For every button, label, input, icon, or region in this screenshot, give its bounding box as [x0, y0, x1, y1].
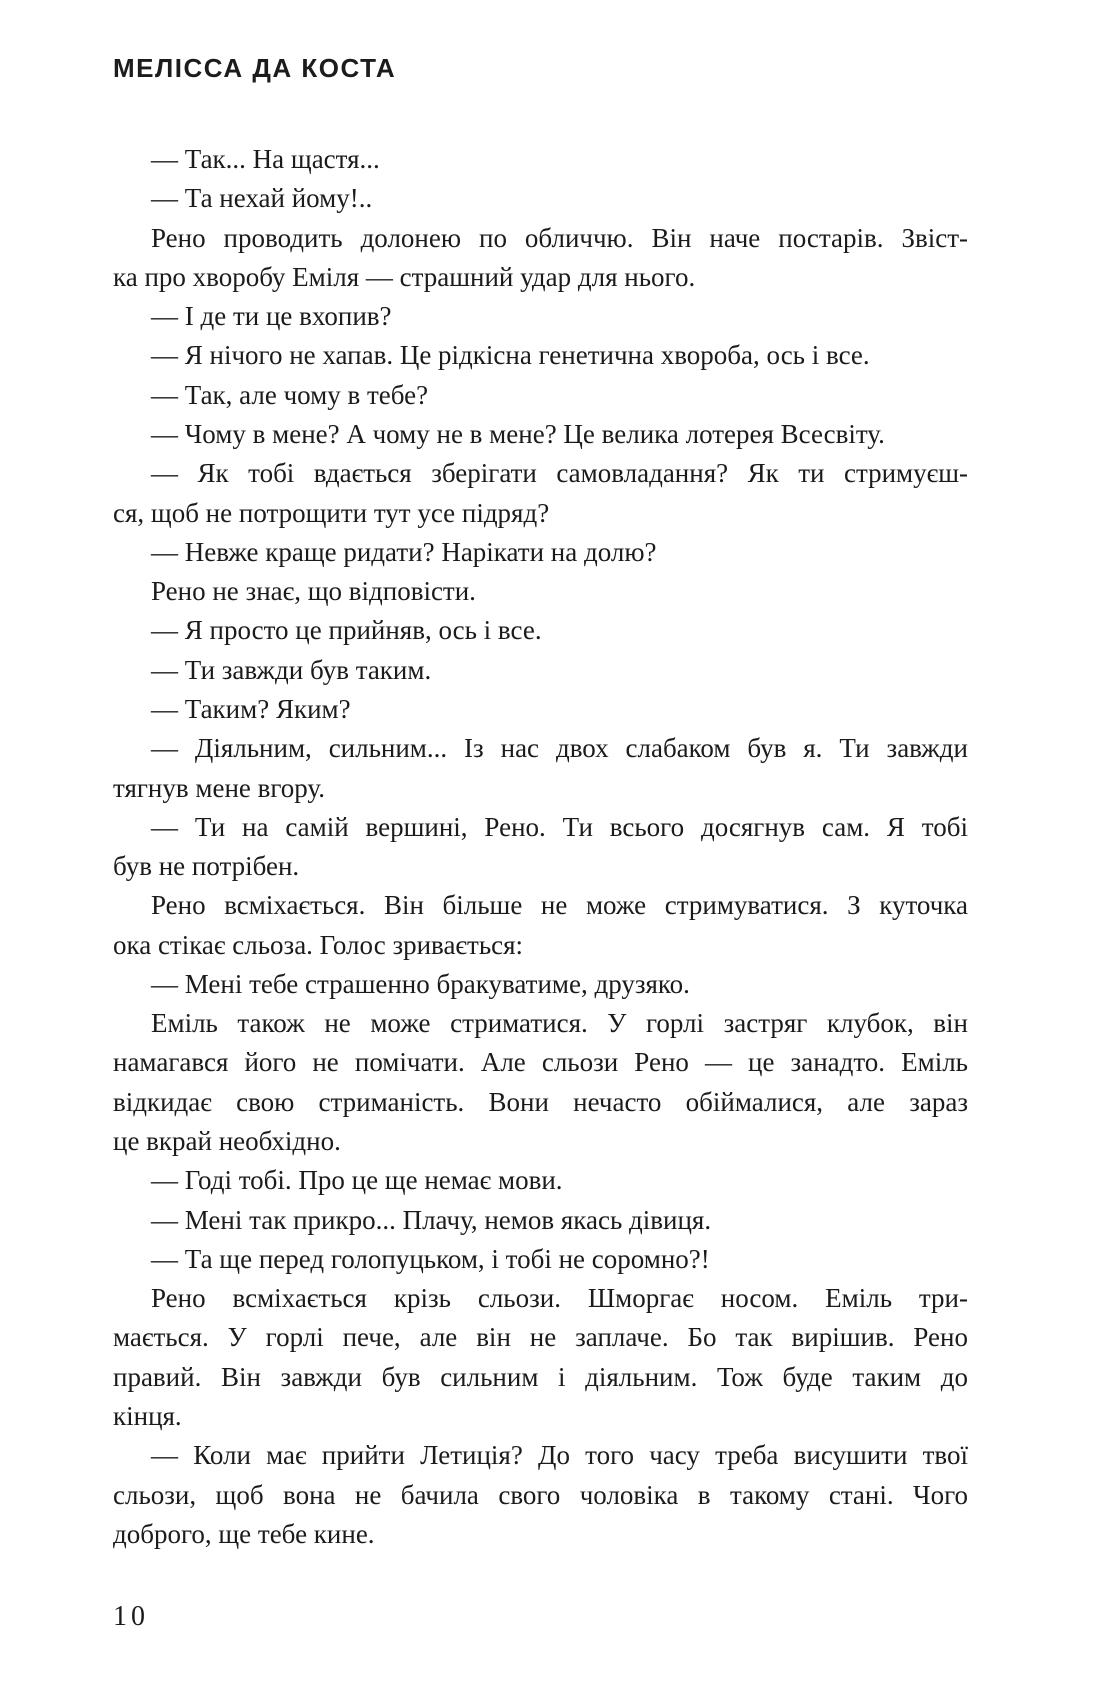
text-line: Рено всміхається крізь сльози. Шморгає носом. Еміль три-	[151, 1283, 968, 1314]
text-line: відкидає свою стриманість. Вони нечасто обіймалися, але зараз	[113, 1086, 968, 1117]
text-line: тягнув мене вгору.	[113, 772, 325, 803]
running-header-author: МЕЛІССА ДА КОСТА	[113, 53, 397, 83]
text-line: кінця.	[113, 1401, 182, 1431]
text-line: — Ти на самій вершині, Рено. Ти всього досягнув сам. Я тобі	[151, 811, 968, 842]
text-line: намагався його не помічати. Але сльози Рено — це занадто. Еміль	[113, 1047, 968, 1078]
text-line: був не потрібен.	[113, 851, 300, 882]
text-line: — Чому в мене? А чому не в мене? Це велика лотерея Всесвіту.	[151, 418, 885, 449]
text-line: — Годі тобі. Про це ще немає мови.	[151, 1165, 563, 1196]
text-line: ока стікає сльоза. Голос зривається:	[113, 929, 524, 960]
text-line: ся, щоб не потрощити тут усе підряд?	[113, 497, 550, 528]
text-line: — Я просто це прийняв, ось і все.	[151, 615, 542, 646]
text-line: доброго, ще тебе кине.	[113, 1518, 375, 1549]
text-line: це вкрай необхідно.	[113, 1126, 341, 1157]
text-line: Рено проводить долонею по обличчю. Він наче постарів. Звіст-	[151, 222, 968, 253]
text-line: — Та ще перед голопуцьком, і тобі не соромно?!	[151, 1243, 710, 1274]
text-line: — Мені тебе страшенно бракуватиме, друзяко.	[151, 968, 690, 999]
text-line: сльози, щоб вона не бачила свого чоловіка в такому стані. Чого	[113, 1479, 968, 1510]
text-line: Рено не знає, що відповісти.	[151, 576, 476, 607]
text-line: — Мені так прикро... Плачу, немов якась дівиця.	[151, 1204, 712, 1235]
text-line: мається. У горлі пече, але він не заплаче. Бо так вирішив. Рено	[113, 1322, 968, 1353]
text-line: — Таким? Яким?	[151, 693, 351, 724]
text-line: — Невже краще ридати? Нарікати на долю?	[151, 536, 657, 567]
text-line: Рено всміхається. Він більше не може стримуватися. З куточка	[151, 890, 968, 921]
text-line: — Та нехай йому!..	[151, 183, 373, 214]
text-line: — Коли має прийти Летиція? До того часу треба висушити твої	[151, 1440, 968, 1471]
page-number: 10	[113, 1601, 149, 1632]
text-line: — Я нічого не хапав. Це рідкісна генетична хвороба, ось і все.	[151, 340, 870, 371]
text-line: ка про хворобу Еміля — страшний удар для нього.	[113, 261, 696, 292]
text-line: — Так, але чому в тебе?	[151, 379, 429, 410]
text-line: — Ти завжди був таким.	[151, 654, 432, 685]
text-line: — Так... На щастя...	[151, 144, 380, 174]
text-line: — Діяльним, сильним... Із нас двох слабаком був я. Ти завжди	[151, 733, 968, 764]
text-line: Еміль також не може стриматися. У горлі застряг клубок, він	[151, 1008, 968, 1039]
text-line: правий. Він завжди був сильним і діяльним. Тож буде таким до	[113, 1361, 968, 1392]
body-text	[113, 140, 968, 1554]
text-line: — І де ти це вхопив?	[151, 301, 392, 332]
text-line: — Як тобі вдається зберігати самовладання? Як ти стримуєш-	[151, 458, 968, 489]
